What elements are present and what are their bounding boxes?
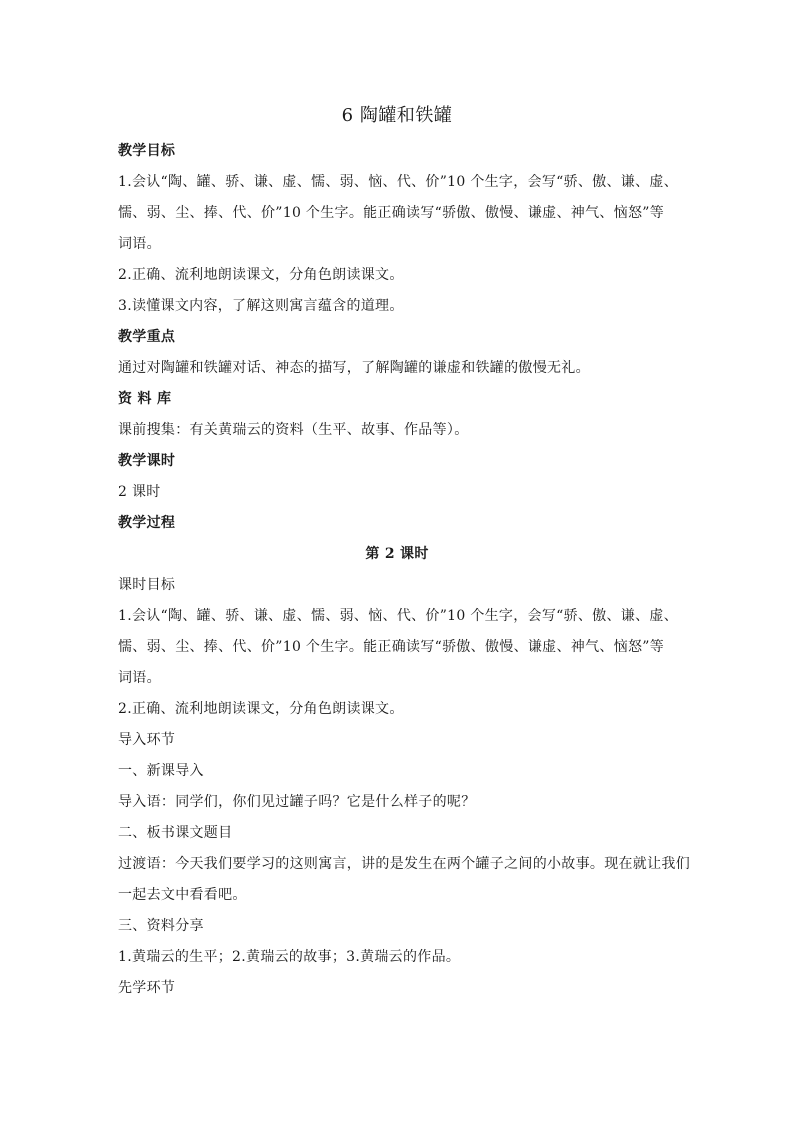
teaching-goals-line: 1.会认“陶、罐、骄、谦、虚、懦、弱、恼、代、价”10 个生字，会写“骄、傲、谦、虚、: [118, 174, 678, 190]
teaching-focus-heading: 教学重点: [118, 329, 176, 345]
class-hours-heading: 教学课时: [118, 453, 176, 469]
process-line: 词语。: [118, 670, 161, 686]
process-line: 课时目标: [118, 577, 176, 593]
process-line: 一、新课导入: [118, 763, 204, 779]
process-line: 懦、弱、尘、捧、代、价”10 个生字。能正确读写“骄傲、傲慢、谦虚、神气、恼怒”等: [118, 639, 665, 655]
resources-heading: 资 料 库: [118, 391, 172, 407]
process-line: 导入环节: [118, 732, 176, 748]
teaching-focus-line: 通过对陶罐和铁罐对话、神态的描写，了解陶罐的谦虚和铁罐的傲慢无礼。: [118, 360, 590, 376]
class-hours-line: 2 课时: [118, 484, 161, 500]
process-line: 1.黄瑞云的生平；2.黄瑞云的故事；3.黄瑞云的作品。: [118, 949, 461, 965]
teaching-goals-line: 懦、弱、尘、捧、代、价”10 个生字。能正确读写“骄傲、傲慢、谦虚、神气、恼怒”等: [118, 205, 665, 221]
process-line: 一起去文中看看吧。: [118, 887, 247, 903]
process-line: 先学环节: [118, 980, 176, 996]
teaching-goals-line: 词语。: [118, 236, 161, 252]
process-line: 二、板书课文题目: [118, 825, 233, 841]
process-line: 过渡语：今天我们要学习的这则寓言，讲的是发生在两个罐子之间的小故事。现在就让我们: [118, 856, 690, 872]
teaching-goals-line: 2.正确、流利地朗读课文，分角色朗读课文。: [118, 267, 404, 283]
document-title: 6 陶罐和铁罐: [341, 105, 453, 126]
teaching-goals-line: 3.读懂课文内容，了解这则寓言蕴含的道理。: [118, 298, 404, 314]
process-line: 2.正确、流利地朗读课文，分角色朗读课文。: [118, 701, 404, 717]
process-heading: 教学过程: [118, 515, 176, 531]
process-line: 三、资料分享: [118, 918, 204, 934]
session-title: 第 2 课时: [365, 546, 429, 562]
teaching-goals-heading: 教学目标: [118, 143, 176, 159]
process-line: 导入语：同学们，你们见过罐子吗？它是什么样子的呢？: [118, 794, 476, 810]
process-line: 1.会认“陶、罐、骄、谦、虚、懦、弱、恼、代、价”10 个生字，会写“骄、傲、谦、虚、: [118, 608, 678, 624]
resources-line: 课前搜集：有关黄瑞云的资料（生平、故事、作品等）。: [118, 422, 469, 438]
